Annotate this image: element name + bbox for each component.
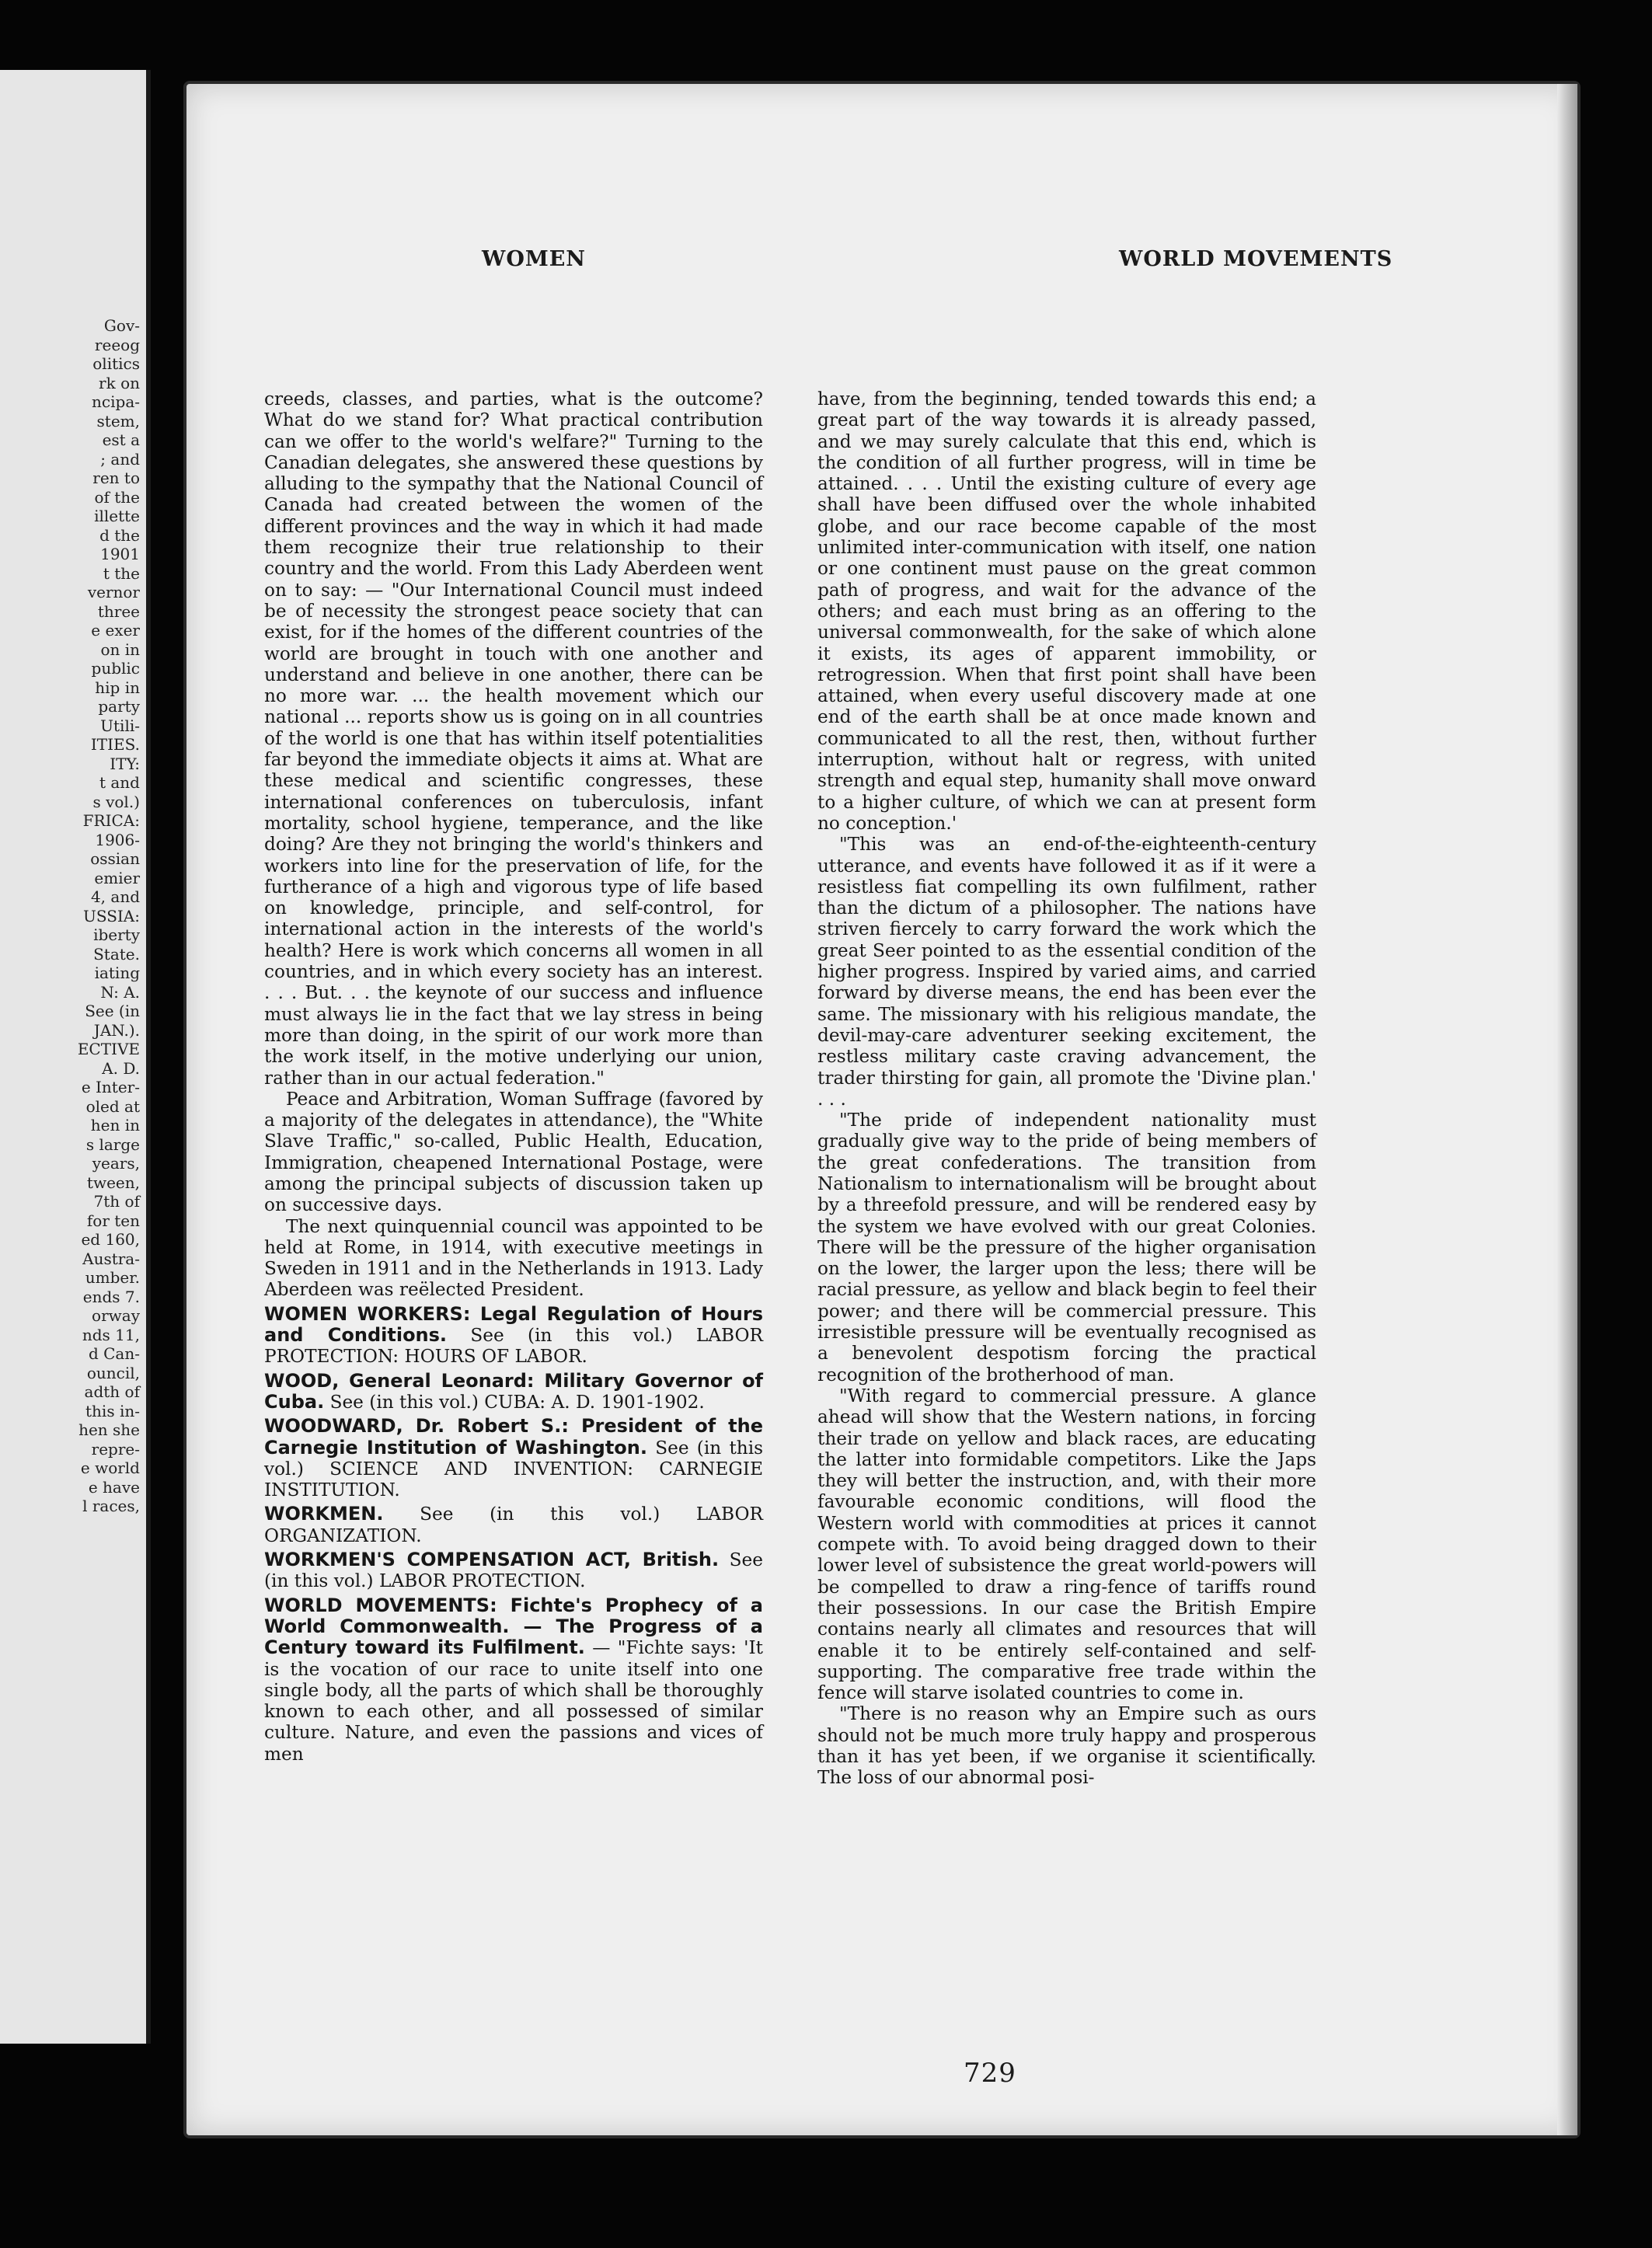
entry-heading: WORKMEN'S COMPENSATION ACT, British. [264, 1549, 720, 1571]
previous-page-fragment: ouncil, [86, 1363, 140, 1382]
entry-reference: See (in this vol.) CUBA: A. D. 1901-1902. [324, 1391, 705, 1413]
previous-page-fragment: FRICA: [82, 811, 140, 830]
previous-page-fragment: ; and [100, 449, 140, 469]
previous-page-fragment: iating [94, 964, 140, 982]
previous-page-fragment: ends 7. [82, 1287, 140, 1306]
previous-page-fragment: e Inter- [81, 1078, 140, 1096]
paragraph: "With regard to commercial pressure. A glance ahead will show that the Western nations, in forcing their trade on yellow and black races, are educating the latter into formidable competitors. Like the Japs they will better the instruction, and, with their more favourable economic conditions, will flood the Western world with commodities at prices it cannot compete with. To avoid being dragged down to their lower level of subsistence the great world-powers will be compelled to draw a ring-fence of tariffs round their possessions. In our case the British Empire contains nearly all climates and resources that will enable it to be entirely self-contained and self-supporting. The comparative free trade within the fence will starve isolated countries to come in. [817, 1385, 1316, 1704]
entry-reference: See (in this vol.) LABOR ORGANIZATION. [264, 1504, 763, 1546]
paragraph: "This was an end-of-the-eighteenth-century utterance, and events have followed it as if it were a resistless fiat compelling its own fulfilment, rather than the dictum of a philosopher. The nations have striven fiercely to carry forward the work which the great Seer pointed to as the essential condition of the higher progress. Inspired by varied aims, and carried forward by diverse means, the end has been ever the same. The missionary with his religious mandate, the devil-may-care adventurer seeking excitement, the restless military caste craving advancement, the trader thirsting for gain, all promote the 'Divine plan.' . . . [817, 834, 1316, 1110]
previous-page-fragment: See (in [85, 1002, 140, 1020]
previous-page-fragment: repre- [91, 1439, 140, 1459]
previous-page-fragment: ITIES. [90, 735, 140, 754]
index-entry [264, 1416, 763, 1500]
paragraph: Peace and Arbitration, Woman Suffrage (favored by a majority of the delegates in attendance), the "White Slave Traffic," so-called, Public Health, Education, Immigration, cheapened International Postage, were among the principal subjects of discussion taken up on successive days. [264, 1088, 763, 1216]
previous-page-fragment: 1901 [100, 545, 140, 563]
previous-page-fragment: party [98, 697, 140, 716]
previous-page-edge [0, 70, 151, 2044]
previous-page-fragment: three [97, 601, 140, 621]
previous-page-fragment: iberty [93, 925, 140, 944]
entry-reference: — "Fichte says: 'It is the vocation of our race to unite itself into one single body, all the parts of which shall be thoroughly known to each other, and all possessed of similar culture. Nature, and even the passions and vices of men [264, 1637, 763, 1765]
previous-page-fragment: Utili- [100, 716, 140, 735]
paragraph: "There is no reason why an Empire such as ours should not be much more truly happy and prosperous than it has yet been, if we organise it scientifically. The loss of our abnormal posi- [817, 1703, 1316, 1789]
entry-heading: WOMEN WORKERS: Legal Regulation of Hours and Conditions. [264, 1302, 763, 1347]
book-page [186, 84, 1577, 2135]
running-head-right: WORLD MOVEMENTS [1119, 247, 1393, 271]
previous-page-fragment: ITY: [110, 754, 140, 773]
previous-page-fragment: orway [92, 1306, 140, 1325]
right-column [817, 389, 1316, 1789]
previous-page-fragment: olitics [92, 354, 140, 373]
previous-page-fragment: hen in [90, 1116, 140, 1134]
previous-page-fragment: of the [94, 487, 140, 507]
previous-page-fragment: stem, [96, 411, 140, 430]
previous-page-fragment: N: A. [100, 982, 140, 1002]
previous-page-fragment: l races, [82, 1497, 140, 1515]
paragraph: have, from the beginning, tended towards this end; a great part of the way towards it is already passed, and we may surely calculate that this end, which is the condition of all further progress, will in time be attained. . . . Until the existing culture of every age shall have been diffused over the whole inhabited globe, and our race become capable of the most unlimited inter-communication with itself, one nation or one continent must pause on the great common path of progress, and wait for the advance of the others; and each must bring as an offering to the universal commonwealth, for the sake of which alone it exists, its ages of apparent immobility, or retrogression. When that first point shall have been attained, when every useful discovery made at one end of the earth shall be at once made known and communicated to all the rest, then, without further interruption, without halt or regress, with united strength and equal step, humanity shall move onward to a higher culture, of which we can at present form no conception.' [817, 389, 1316, 834]
previous-page-fragment: s large [85, 1134, 140, 1154]
index-entry [264, 1371, 763, 1413]
previous-page-fragment: d the [99, 525, 140, 545]
previous-page-fragment: on in [100, 640, 140, 659]
previous-page-fragment: hip in [95, 678, 140, 697]
previous-page-fragment: oled at [85, 1096, 140, 1116]
previous-page-fragment: ECTIVE [77, 1040, 140, 1058]
previous-page-fragment: umber. [85, 1268, 140, 1287]
previous-page-fragment: t and [99, 773, 140, 792]
previous-page-fragment: A. D. [102, 1058, 140, 1078]
running-head-left: WOMEN [482, 247, 586, 271]
previous-page-fragment: e exer [91, 621, 140, 640]
entry-heading: WOODWARD, Dr. Robert S.: President of the Carnegie Institution of Washington. [264, 1415, 763, 1459]
previous-page-fragment: e world [80, 1459, 140, 1477]
previous-page-fragment: est a [102, 430, 140, 449]
index-entry [264, 1595, 763, 1765]
previous-page-fragment: 4, and [90, 887, 140, 906]
previous-page-fragment: public [91, 659, 140, 678]
previous-page-fragment: emier [94, 868, 140, 887]
index-entry [264, 1304, 763, 1368]
entry-heading: WOOD, General Leonard: Military Governor of Cuba. [264, 1369, 763, 1413]
previous-page-fragment: 1906- [95, 830, 140, 849]
previous-page-fragment: ren to [92, 469, 140, 487]
previous-page-fragment: s vol.) [92, 792, 140, 811]
previous-page-fragment: hen she [78, 1420, 140, 1439]
previous-page-fragment: JAN.). [93, 1020, 140, 1040]
previous-page-fragment: reeog [94, 335, 140, 354]
previous-page-fragment: for ten [86, 1211, 140, 1230]
previous-page-fragment: Gov- [103, 316, 140, 335]
entry-reference: See (in this vol.) LABOR PROTECTION. [264, 1549, 763, 1592]
previous-page-fragment: nds 11, [82, 1325, 140, 1344]
entry-heading: WORLD MOVEMENTS: Fichte's Prophecy of a World Commonwealth. — The Progress of a Century toward its Fulfilment. [264, 1594, 763, 1659]
previous-page-fragment: Austra- [82, 1249, 140, 1268]
previous-page-fragment: d Can- [88, 1344, 140, 1363]
previous-page-fragment: this in- [85, 1401, 140, 1420]
previous-page-fragment: State. [93, 944, 140, 964]
left-column [264, 389, 763, 1765]
page-number: 729 [964, 2058, 1016, 2089]
previous-page-fragment: USSIA: [83, 906, 140, 925]
entry-reference: See (in this vol.) LABOR PROTECTION: HOURS OF LABOR. [264, 1325, 763, 1368]
previous-page-fragment: e have [88, 1477, 140, 1497]
previous-page-fragment: ossian [90, 849, 140, 868]
previous-page-fragment: years, [92, 1154, 140, 1173]
previous-page-fragment: rk on [99, 373, 140, 392]
index-entry [264, 1504, 763, 1546]
previous-page-fragment: vernor [87, 583, 140, 601]
previous-page-fragment: t the [103, 563, 140, 583]
previous-page-fragment: illette [94, 507, 140, 525]
previous-page-fragment: ed 160, [81, 1230, 140, 1249]
paragraph: creeds, classes, and parties, what is the outcome? What do we stand for? What practical contribution can we offer to the world's welfare?" Turning to the Canadian delegates, she answered these questions by alluding to the sympathy that the National Council of Canada had created between the women of the different provinces and the way in which it had made them recognize their true relationship to their country and the world. From this Lady Aberdeen went on to say: — "Our International Council must indeed be of necessity the strongest peace society that can exist, for if the homes of the different countries of the world are brought in touch with one another and understand and believe in one another, there can be no more war. ... the health movement which our national ... reports show us is going on in all countries of the world is one that has within itself potentialities far beyond the immediate objects it aims at. What are these medical and scientific congresses, these international conferences on tuberculosis, infant mortality, school hygiene, temperance, and the like doing? Are they not bringing the world's thinkers and workers into line for the preservation of life, for the furtherance of a high and vigorous type of life based on knowledge, principle, and self-control, for international action in the interests of the world's health? Here is work which concerns all women in all countries, and in which every society has an interest. . . . But. . . the keynote of our success and influence must always lie in the fact that we lay stress in being more than doing, in the spirit of our work more than the work itself, in the motive underlying our union, rather than in our actual federation." [264, 389, 763, 1089]
previous-page-fragment: tween, [86, 1173, 140, 1192]
paragraph: "The pride of independent nationality must gradually give way to the pride of being members of the great confederations. The transition from Nationalism to internationalism will be brought about by a threefold pressure, and will be rendered easy by the system we have evolved with our great Colonies. There will be the pressure of the higher organisation on the lower, the larger upon the less; there will be racial pressure, as yellow and black begin to feel their power; and there will be commercial pressure. This irresistible pressure will be eventually recognised as a benevolent despotism forcing the practical recognition of the brotherhood of man. [817, 1110, 1316, 1385]
previous-page-fragment: ncipa- [92, 392, 140, 411]
entry-reference: See (in this vol.) SCIENCE AND INVENTION: CARNEGIE INSTITUTION. [264, 1437, 764, 1501]
entry-heading: WORKMEN. [264, 1503, 384, 1525]
paragraph: The next quinquennial council was appointed to be held at Rome, in 1914, with executive meetings in Sweden in 1911 and in the Netherlands in 1913. Lady Aberdeen was reëlected President. [264, 1215, 763, 1301]
previous-page-fragment: adth of [84, 1382, 140, 1401]
previous-page-fragment: 7th of [93, 1192, 140, 1211]
index-entry [264, 1549, 763, 1592]
